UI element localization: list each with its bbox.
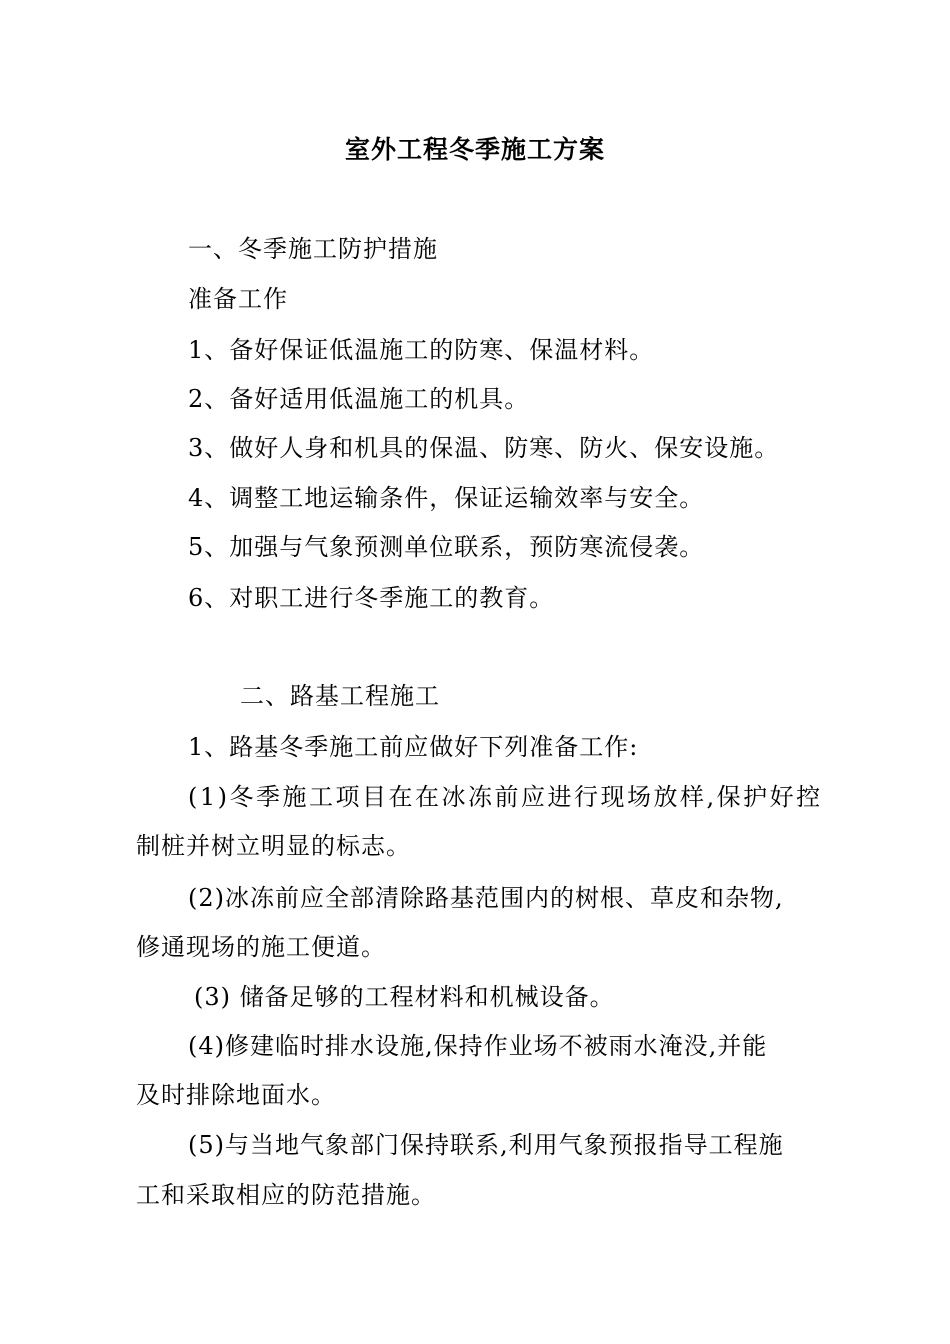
list-item: (1)冬季施工项目在在冰冻前应进行现场放样,保护好控 (188, 783, 823, 811)
list-item: (2)冰冻前应全部清除路基范围内的树根、草皮和杂物, (188, 884, 784, 912)
section-2-heading: 二、路基工程施工 (240, 682, 440, 710)
list-item: 4、调整工地运输条件，保证运输效率与安全。 (188, 484, 705, 512)
list-item: 3、做好人身和机具的保温、防寒、防火、保安设施。 (188, 434, 780, 462)
list-item: 6、对职工进行冬季施工的教育。 (188, 584, 555, 612)
list-item-continuation: 及时排除地面水。 (136, 1081, 336, 1109)
section-1-subheading: 准备工作 (188, 285, 288, 313)
list-item: 2、备好适用低温施工的机具。 (188, 385, 530, 413)
list-item-continuation: 工和采取相应的防范措施。 (136, 1181, 436, 1209)
document-title: 室外工程冬季施工方案 (344, 135, 605, 164)
list-item: (4)修建临时排水设施,保持作业场不被雨水淹没,并能 (188, 1032, 768, 1060)
list-item-continuation: 修通现场的施工便道。 (136, 933, 386, 961)
section-2-intro: 1、路基冬季施工前应做好下列准备工作: (188, 733, 639, 761)
list-item: (3) 储备足够的工程材料和机械设备。 (194, 983, 615, 1011)
list-item: 1、备好保证低温施工的防寒、保温材料。 (188, 336, 655, 364)
section-1-heading: 一、冬季施工防护措施 (188, 235, 438, 263)
list-item: 5、加强与气象预测单位联系，预防寒流侵袭。 (188, 533, 705, 561)
list-item-continuation: 制桩并树立明显的标志。 (136, 832, 411, 860)
list-item: (5)与当地气象部门保持联系,利用气象预报指导工程施 (188, 1131, 784, 1159)
